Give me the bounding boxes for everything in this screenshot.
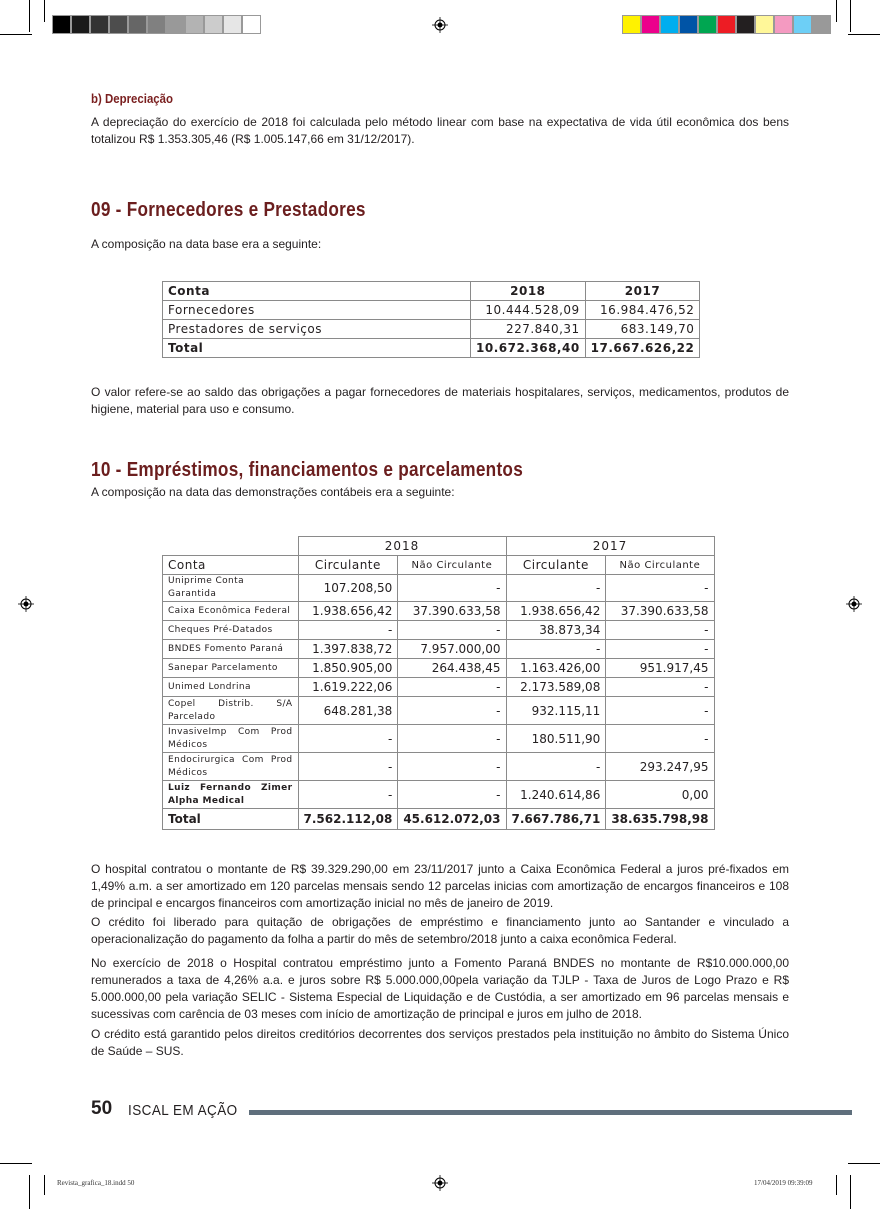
header-2017: 2017 <box>585 282 700 301</box>
registration-mark-icon <box>432 1175 448 1191</box>
table-row <box>163 697 715 725</box>
value-circulante-2017: 932.115,11 <box>506 697 606 725</box>
value-circulante-2018: - <box>298 781 398 809</box>
table-header-row <box>163 556 715 575</box>
value-circulante-2017: - <box>506 753 606 781</box>
registration-mark-icon <box>432 17 448 33</box>
table-row <box>163 753 715 781</box>
value-circulante-2018: 107.208,50 <box>298 575 398 602</box>
section-09-note: O valor refere-se ao saldo das obrigações a pagar fornecedores de materiais hospitalares, serviços, medicamentos, produtos de higiene, material para uso e consumo. <box>91 385 789 416</box>
value-circulante-2018: - <box>298 725 398 753</box>
header-circulante-2017: Circulante <box>506 556 606 575</box>
color-swatch <box>204 15 223 34</box>
crop-mark <box>29 1175 30 1209</box>
row-label: Endocirurgica Com Prod Médicos <box>163 753 299 781</box>
row-label: Fornecedores <box>163 301 471 320</box>
table-row <box>163 659 715 678</box>
loan-paragraph-3: No exercício de 2018 o Hospital contratou empréstimo junto a Fomento Paraná BNDES no montante de R$10.000.000,00 remunerados a taxa de 4,26% a.a. e juros sobre R$ 5.000.000,00pela variação da TJLP - Taxa de Juros de Logo Prazo e R$ 5.000.000,00 pela variação SELIC - Sistema Especial de Liquidação e de Custódia, a ser amortizado em 96 parcelas mensais e sucessivas com carência de 03 meses com início de amortização de principal e juros em julho de 2018. <box>91 956 789 1021</box>
table-row <box>163 621 715 640</box>
crop-mark <box>0 34 32 35</box>
color-swatch <box>71 15 90 34</box>
color-swatch <box>52 15 71 34</box>
crop-mark <box>848 1163 880 1164</box>
value-2017: 16.984.476,52 <box>585 301 700 320</box>
value-2018: 227.840,31 <box>471 320 586 339</box>
color-swatch <box>812 15 831 34</box>
row-label: Prestadores de serviços <box>163 320 471 339</box>
value-nao-circulante-2018: - <box>398 781 506 809</box>
table-row <box>163 602 715 621</box>
section-10-intro: A composição na data das demonstrações contábeis era a seguinte: <box>91 485 455 499</box>
color-swatch <box>128 15 147 34</box>
magazine-brand: ISCAL EM AÇÃO <box>128 1102 238 1119</box>
value-nao-circulante-2017: - <box>606 575 714 602</box>
value-nao-circulante-2017: - <box>606 621 714 640</box>
header-year-2018: 2018 <box>298 537 506 556</box>
color-swatch <box>774 15 793 34</box>
section-10-title: 10 - Empréstimos, financiamentos e parcelamentos <box>91 459 524 481</box>
table-row <box>163 781 715 809</box>
value-nao-circulante-2017: 951.917,45 <box>606 659 714 678</box>
crop-mark <box>836 1175 837 1195</box>
value-nao-circulante-2017: - <box>606 725 714 753</box>
row-label: Cheques Pré-Datados <box>163 621 299 640</box>
registration-mark-icon <box>18 596 34 612</box>
total-label: Total <box>163 809 299 830</box>
color-swatch <box>736 15 755 34</box>
table-row <box>163 640 715 659</box>
slug-filename: Revista_grafica_18.indd 50 <box>57 1179 135 1187</box>
crop-mark <box>848 34 880 35</box>
value-nao-circulante-2017: 37.390.633,58 <box>606 602 714 621</box>
value-circulante-2018: 1.619.222,06 <box>298 678 398 697</box>
value-nao-circulante-2018: - <box>398 678 506 697</box>
crop-mark <box>44 1175 45 1195</box>
color-swatch <box>793 15 812 34</box>
value-nao-circulante-2018: - <box>398 575 506 602</box>
footer-rule <box>249 1110 852 1115</box>
value-nao-circulante-2017: - <box>606 678 714 697</box>
value-nao-circulante-2018: 37.390.633,58 <box>398 602 506 621</box>
loan-paragraph-2: O crédito foi liberado para quitação de obrigações de empréstimo e financiamento junto ao Santander e vinculado a operacionalização do pagamento da folha a partir do mês de setembro/2018 junto a caixa econômica Federal. <box>91 915 789 946</box>
color-swatch <box>698 15 717 34</box>
table-total-row <box>163 339 700 358</box>
crop-mark <box>29 0 30 32</box>
value-circulante-2018: 1.938.656,42 <box>298 602 398 621</box>
color-swatch <box>660 15 679 34</box>
color-swatch <box>223 15 242 34</box>
row-label: Uniprime Conta Garantida <box>163 575 299 602</box>
value-circulante-2018: - <box>298 621 398 640</box>
header-year-2017: 2017 <box>506 537 714 556</box>
total-label: Total <box>163 339 471 358</box>
value-nao-circulante-2018: - <box>398 621 506 640</box>
color-swatch <box>185 15 204 34</box>
color-swatch <box>622 15 641 34</box>
process-color-bar <box>622 15 831 34</box>
total-circulante-2017: 7.667.786,71 <box>506 809 606 830</box>
value-nao-circulante-2018: 264.438,45 <box>398 659 506 678</box>
value-circulante-2017: 1.240.614,86 <box>506 781 606 809</box>
crop-mark <box>850 0 851 32</box>
table-header-row <box>163 282 700 301</box>
header-nao-circulante-2017: Não Circulante <box>606 556 714 575</box>
depreciation-text: A depreciação do exercício de 2018 foi calculada pelo método linear com base na expectativa de vida útil econômica dos bens totalizou R$ 1.353.305,46 (R$ 1.005.147,66 em 31/12/2017). <box>91 115 789 146</box>
value-circulante-2017: - <box>506 640 606 659</box>
row-label: Sanepar Parcelamento <box>163 659 299 678</box>
table-row <box>163 320 700 339</box>
value-circulante-2018: 648.281,38 <box>298 697 398 725</box>
crop-mark <box>0 1163 32 1164</box>
value-circulante-2017: 1.938.656,42 <box>506 602 606 621</box>
value-nao-circulante-2018: - <box>398 725 506 753</box>
section-09-intro: A composição na data base era a seguinte: <box>91 237 322 251</box>
row-label: BNDES Fomento Paraná <box>163 640 299 659</box>
row-label: InvasiveImp Com Prod Médicos <box>163 725 299 753</box>
value-nao-circulante-2017: 293.247,95 <box>606 753 714 781</box>
total-nao-circulante-2018: 45.612.072,03 <box>398 809 506 830</box>
registration-mark-icon <box>846 596 862 612</box>
loan-paragraph-4: O crédito está garantido pelos direitos creditórios decorrentes dos serviços prestados pela instituição no âmbito do Sistema Único de Saúde – SUS. <box>91 1027 789 1058</box>
value-nao-circulante-2017: 0,00 <box>606 781 714 809</box>
color-swatch <box>641 15 660 34</box>
table-row <box>163 725 715 753</box>
value-nao-circulante-2018: 7.957.000,00 <box>398 640 506 659</box>
color-swatch <box>717 15 736 34</box>
table-row <box>163 301 700 320</box>
table-row <box>163 678 715 697</box>
value-circulante-2017: - <box>506 575 606 602</box>
loan-paragraph-1: O hospital contratou o montante de R$ 39.329.290,00 em 23/11/2017 junto a Caixa Econômica Federal a juros pré-fixados em 1,49% a.m. a ser amortizado em 120 parcelas mensais sendo 12 parcelas inicias com amortização de encargos financeiros e 108 de principal e encargos financeiros com amortização inicial no mês de janeiro de 2019. <box>91 862 789 910</box>
table-total-row <box>163 809 715 830</box>
color-swatch <box>679 15 698 34</box>
row-label: Unimed Londrina <box>163 678 299 697</box>
header-nao-circulante-2018: Não Circulante <box>398 556 506 575</box>
value-circulante-2017: 180.511,90 <box>506 725 606 753</box>
color-swatch <box>147 15 166 34</box>
value-circulante-2018: 1.850.905,00 <box>298 659 398 678</box>
table-row <box>163 575 715 602</box>
total-2018: 10.672.368,40 <box>471 339 586 358</box>
row-label: Caixa Econômica Federal <box>163 602 299 621</box>
header-conta: Conta <box>163 282 471 301</box>
total-circulante-2018: 7.562.112,08 <box>298 809 398 830</box>
value-2018: 10.444.528,09 <box>471 301 586 320</box>
value-circulante-2017: 2.173.589,08 <box>506 678 606 697</box>
color-swatch <box>109 15 128 34</box>
color-swatch <box>90 15 109 34</box>
value-circulante-2017: 1.163.426,00 <box>506 659 606 678</box>
value-nao-circulante-2018: - <box>398 697 506 725</box>
row-label: Copel Distrib. S/A Parcelado <box>163 697 299 725</box>
header-circulante-2018: Circulante <box>298 556 398 575</box>
suppliers-table <box>162 281 700 358</box>
total-nao-circulante-2017: 38.635.798,98 <box>606 809 714 830</box>
crop-mark <box>44 0 45 22</box>
depreciation-heading: b) Depreciação <box>91 91 174 106</box>
value-circulante-2018: - <box>298 753 398 781</box>
color-swatch <box>755 15 774 34</box>
loans-table <box>162 536 715 830</box>
color-swatch <box>242 15 261 34</box>
header-conta: Conta <box>163 556 299 575</box>
total-2017: 17.667.626,22 <box>585 339 700 358</box>
section-09-title: 09 - Fornecedores e Prestadores <box>91 199 366 221</box>
value-circulante-2018: 1.397.838,72 <box>298 640 398 659</box>
value-circulante-2017: 38.873,34 <box>506 621 606 640</box>
value-2017: 683.149,70 <box>585 320 700 339</box>
value-nao-circulante-2018: - <box>398 753 506 781</box>
page-number: 50 <box>91 1098 113 1119</box>
slug-timestamp: 17/04/2019 09:39:09 <box>754 1179 813 1187</box>
value-nao-circulante-2017: - <box>606 697 714 725</box>
table-year-row <box>163 537 715 556</box>
crop-mark <box>850 1175 851 1209</box>
row-label: Luiz Fernando Zimer Alpha Medical <box>163 781 299 809</box>
color-swatch <box>166 15 185 34</box>
value-nao-circulante-2017: - <box>606 640 714 659</box>
crop-mark <box>836 0 837 22</box>
header-2018: 2018 <box>471 282 586 301</box>
grayscale-color-bar <box>52 15 261 34</box>
